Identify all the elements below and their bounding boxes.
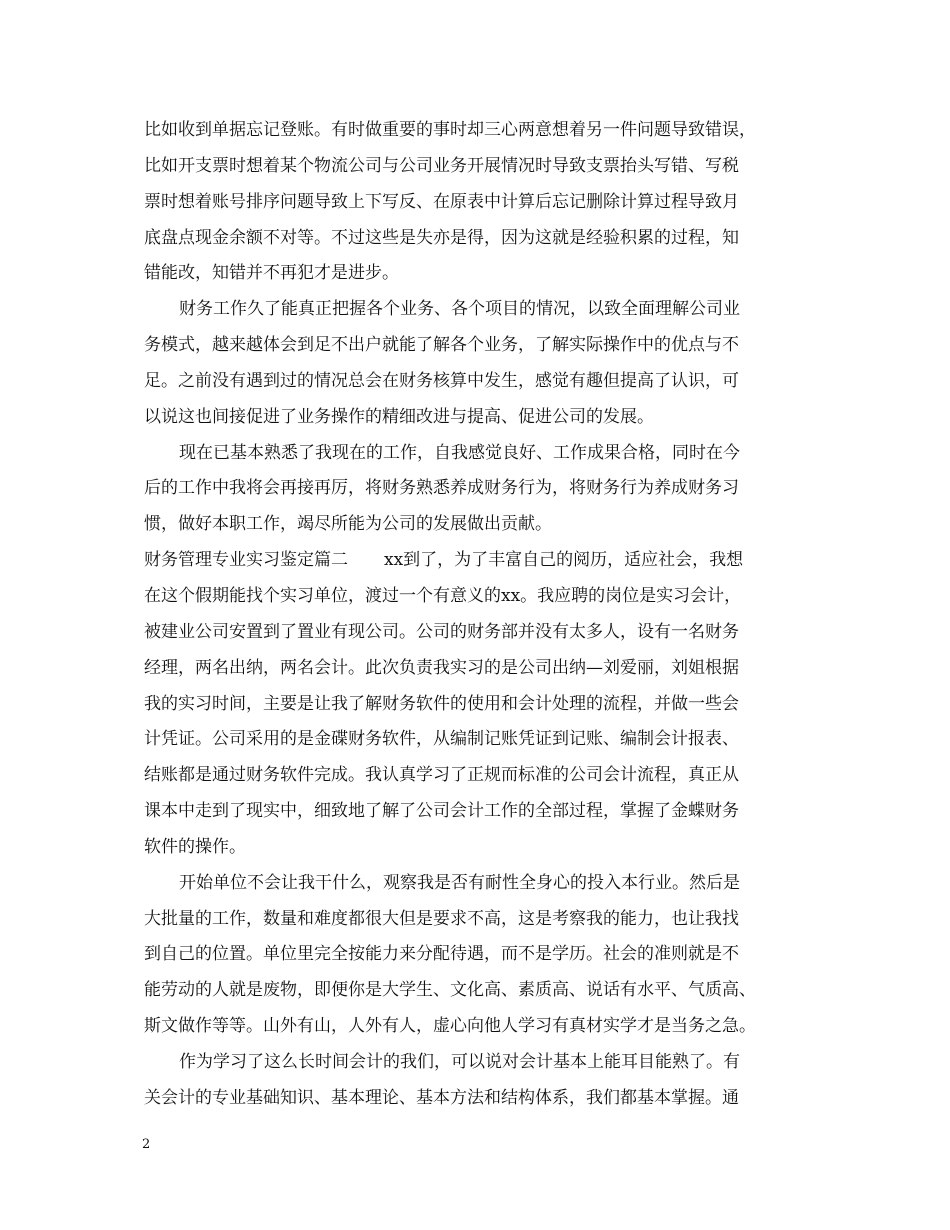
text-line: 以说这也间接促进了业务操作的精细改进与提高、促进公司的发展。 [144,406,654,427]
paragraph-start-line: 开始单位不会让我干什么，观察我是否有耐性全身心的投入本行业。然后是 [179,872,740,893]
paragraph-start-line: 作为学习了这么长时间会计的我们，可以说对会计基本上能耳目能熟了。有 [179,1051,740,1072]
text-line: 后的工作中我将会再接再厉，将财务熟悉养成财务行为，将财务行为养成财务习 [144,478,739,499]
text-line: 比如收到单据忘记登账。有时做重要的事时却三心两意想着另一件问题导致错误， [144,120,756,140]
text-line: 计凭证。公司采用的是金碟财务软件，从编制记账凭证到记账、编制会计报表、 [144,729,739,750]
paragraph-start-line: 财务工作久了能真正把握各个业务、各个项目的情况，以致全面理解公司业 [179,299,740,320]
text-line: 票时想着账号排序问题导致上下写反、在原表中计算后忘记删除计算过程导致月 [144,191,739,212]
text-line: 课本中走到了现实中，细致地了解了公司会计工作的全部过程，掌握了金蝶财务 [144,801,739,822]
paragraph-start-line: 现在已基本熟悉了我现在的工作，自我感觉良好、工作成果合格，同时在今 [179,442,740,463]
text-line: 比如开支票时想着某个物流公司与公司业务开展情况时导致支票抬头写错、写税 [144,155,739,176]
text-line: 在这个假期能找个实习单位，渡过一个有意义的xx。我应聘的岗位是实习会计， [144,585,742,606]
text-line: 足。之前没有遇到过的情况总会在财务核算中发生，感觉有趣但提高了认识，可 [144,370,739,391]
page-number: 2 [142,1137,151,1152]
text-line: 能劳动的人就是废物，即便你是大学生、文化高、素质高、说话有水平、气质高、 [144,980,756,1001]
text-line: 经理，两名出纳，两名会计。此次负责我实习的是公司出纳—刘爱丽，刘姐根据 [144,657,739,678]
text-line: 大批量的工作，数量和难度都很大但是要求不高，这是考察我的能力，也让我找 [144,908,739,929]
text-line: 底盘点现金余额不对等。不过这些是失亦是得，因为这就是经验积累的过程，知 [144,227,739,248]
section-heading-line [144,543,814,579]
section-heading: 财务管理专业实习鉴定篇二 [144,550,348,571]
text-line: 惯，做好本职工作，竭尽所能为公司的发展做出贡献。 [144,514,552,535]
text-line: xx到了，为了丰富自己的阅历，适应社会，我想 [384,550,744,571]
text-line: 被建业公司安置到了置业有现公司。公司的财务部并没有太多人，设有一名财务 [144,621,739,642]
text-line: 我的实习时间，主要是让我了解财务软件的使用和会计处理的流程，并做一些会 [144,693,739,714]
text-line: 到自己的位置。单位里完全按能力来分配待遇，而不是学历。社会的准则就是不 [144,944,739,965]
text-line: 斯文做作等等。山外有山，人外有人，虚心向他人学习有真材实学才是当务之急。 [144,1016,756,1037]
text-line: 软件的操作。 [144,836,246,857]
text-line: 结账都是通过财务软件完成。我认真学习了正规而标准的公司会计流程，真正从 [144,765,739,786]
text-line: 关会计的专业基础知识、基本理论、基本方法和结构体系，我们都基本掌握。通 [144,1087,739,1108]
text-line: 务模式，越来越体会到足不出户就能了解各个业务，了解实际操作中的优点与不 [144,335,739,356]
text-line: 错能改，知错并不再犯才是进步。 [144,263,399,284]
body-text [144,113,814,1117]
